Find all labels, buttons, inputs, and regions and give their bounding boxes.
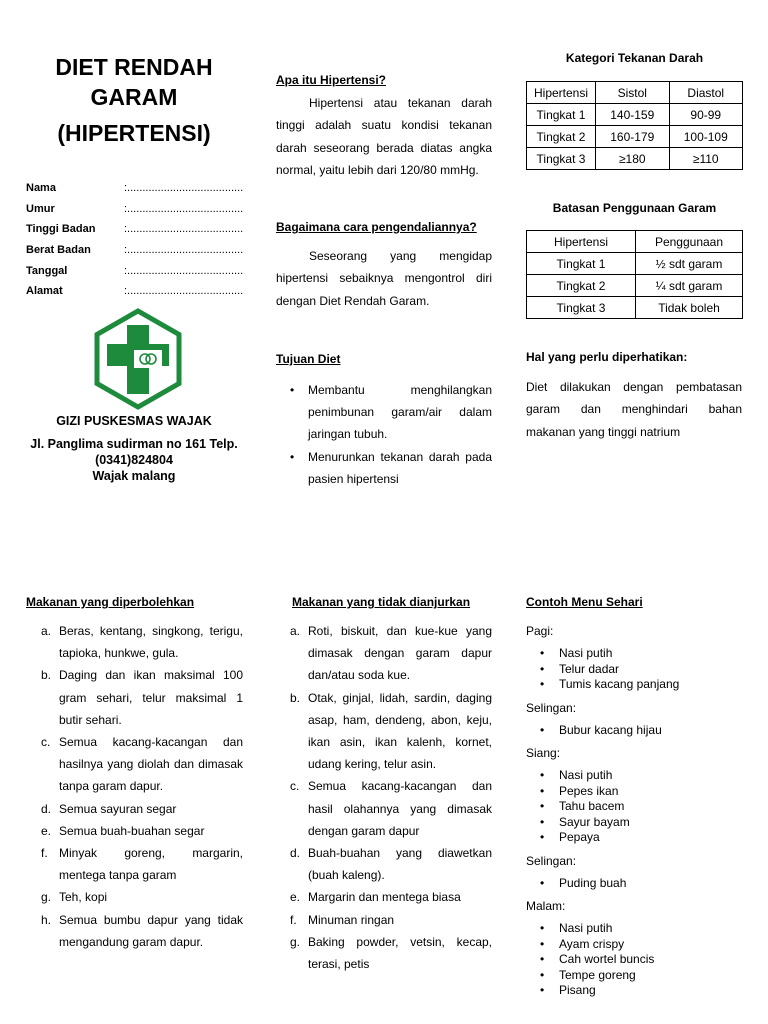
list-item-text: Minuman ringan (308, 912, 395, 927)
list-item (25, 664, 243, 731)
bullet-icon: • (540, 830, 545, 844)
bullet-icon: • (290, 449, 295, 464)
organization-info (16, 413, 252, 484)
list-item-text: Pisang (559, 983, 596, 997)
meal-label-selingan: Selingan: (526, 700, 577, 715)
meal-label-pagi: Pagi: (526, 624, 554, 638)
table-header-cell: Diastol (669, 82, 743, 104)
list-item-text: Menurunkan tekanan darah pada pasien hipertensi (308, 449, 492, 486)
list-item (25, 820, 243, 842)
table-row (527, 275, 743, 297)
heading-tujuan-diet: Tujuan Diet (276, 352, 341, 366)
list-item-text: Pepes ikan (559, 783, 619, 798)
title-line-2: GARAM (90, 84, 178, 110)
list-item (274, 620, 492, 687)
address-line-1: Jl. Panglima sudirman no 161 Telp. (30, 437, 238, 451)
list-item (274, 931, 492, 975)
list-item (276, 446, 492, 490)
table-header-cell: Hipertensi (527, 82, 596, 104)
table-cell: Tidak boleh (636, 297, 743, 319)
table-row (527, 148, 743, 170)
list-item (526, 815, 756, 831)
heading-apa-itu-hipertensi: Apa itu Hipertensi? (276, 73, 387, 87)
form-blank[interactable]: :...................................... (124, 264, 244, 277)
list-item-text: Tahu bacem (559, 799, 625, 813)
table-header-row (527, 231, 743, 253)
bullet-icon: • (540, 936, 545, 951)
list-item (274, 909, 492, 931)
kategori-table-caption: Kategori Tekanan Darah (565, 51, 704, 65)
table-cell: 140-159 (596, 104, 670, 126)
table-cell: Tingkat 1 (527, 104, 596, 126)
heading-hal-diperhatikan: Hal yang perlu diperhatikan: (526, 350, 688, 364)
table-cell: ¼ sdt garam (636, 275, 743, 297)
list-item (526, 830, 756, 846)
list-item-text: Beras, kentang, singkong, terigu, tapioka, hunkwe, gula. (59, 624, 243, 661)
table-cell: Tingkat 2 (527, 275, 636, 297)
kategori-table (526, 81, 743, 170)
list-item (526, 921, 756, 937)
list-marker: c. (290, 779, 300, 794)
list-marker: e. (290, 890, 301, 905)
list-item-text: Pepaya (559, 830, 600, 844)
table-row (527, 297, 743, 319)
form-label: Nama (26, 182, 56, 194)
heading-makanan-diperbolehkan: Makanan yang diperbolehkan (26, 595, 195, 609)
list-item (25, 731, 243, 798)
form-row-tinggi-badan (26, 223, 256, 244)
list-item (526, 799, 756, 815)
bullet-icon: • (540, 814, 545, 829)
table-row (527, 126, 743, 148)
list-marker: c. (41, 735, 51, 750)
list-marker: f. (290, 912, 297, 927)
form-row-alamat (26, 285, 256, 306)
list-item-text: Semua kacang-kacangan dan hasilnya yang diolah dan dimasak tanpa garam dapur. (59, 735, 243, 794)
patient-form (26, 182, 256, 306)
list-item-text: Minyak goreng, margarin, mentega tanpa garam (59, 846, 243, 883)
form-label: Berat Badan (26, 244, 91, 257)
list-item (526, 646, 756, 662)
meal-list-malam (526, 921, 756, 999)
form-row-umur (26, 203, 256, 224)
form-label: Tanggal (26, 264, 68, 277)
bullet-icon: • (540, 768, 545, 782)
organization-name: GIZI PUSKESMAS WAJAK (56, 414, 212, 428)
list-item (25, 798, 243, 820)
bullet-icon: • (540, 875, 545, 890)
batasan-table-caption: Batasan Penggunaan Garam (552, 201, 717, 215)
list-item (274, 886, 492, 908)
table-cell: Tingkat 3 (527, 148, 596, 170)
form-label: Alamat (26, 285, 63, 298)
form-blank[interactable]: :...................................... (124, 182, 244, 194)
bullet-icon: • (540, 952, 545, 966)
list-item (526, 677, 756, 693)
title-line-1: DIET RENDAH (55, 54, 213, 80)
list-item-text: Otak, ginjal, lidah, sardin, daging asap, ham, dendeng, abon, keju, ikan asin, ikan kalenh, kornet, udang kering, telur asin. (308, 690, 492, 772)
list-item-text: Cah wortel buncis (559, 952, 655, 966)
meal-list-selingan (526, 723, 756, 739)
list-item-text: Semua bumbu dapur yang tidak mengandung garam dapur. (59, 912, 243, 949)
list-item (526, 768, 756, 784)
bullet-icon: • (540, 983, 545, 997)
bullet-icon: • (540, 677, 545, 691)
list-item-text: Puding buah (559, 875, 627, 890)
list-item (526, 662, 756, 678)
bullet-icon: • (540, 722, 545, 737)
list-item (526, 983, 756, 999)
list-item (25, 909, 243, 953)
list-item (274, 775, 492, 842)
list-marker: g. (290, 934, 301, 949)
table-cell: 90-99 (669, 104, 743, 126)
meal-label-siang: Siang: (526, 746, 561, 760)
tujuan-list (276, 379, 492, 490)
puskesmas-logo-icon (93, 308, 183, 410)
list-item-text: Semua kacang-kacangan dan hasil olahannya yang dimasak dengan garam dapur (308, 779, 492, 838)
address-line-3: Wajak malang (92, 469, 176, 483)
list-item (25, 842, 243, 886)
bullet-icon: • (540, 783, 545, 798)
brochure-title (20, 52, 248, 148)
meal-list-siang (526, 768, 756, 846)
table-cell: Tingkat 1 (527, 253, 636, 275)
bullet-icon: • (540, 799, 545, 813)
list-marker: d. (290, 846, 301, 861)
bullet-icon: • (540, 646, 545, 660)
heading-pengendalian: Bagaimana cara pengendaliannya? (276, 220, 477, 234)
list-marker: e. (41, 823, 52, 838)
list-marker: f. (41, 846, 48, 861)
tidak-dianjurkan-list (274, 620, 492, 975)
list-item-text: Daging dan ikan maksimal 100 gram sehari, telur maksimal 1 butir sehari. (59, 668, 243, 727)
bullet-icon: • (540, 661, 545, 676)
address-line-2: (0341)824804 (95, 453, 173, 467)
list-item (526, 876, 756, 892)
form-label: Umur (26, 202, 55, 215)
form-blank[interactable]: :...................................... (124, 244, 244, 257)
bullet-icon: • (290, 383, 295, 397)
form-blank[interactable]: :...................................... (124, 285, 244, 298)
list-item (25, 886, 243, 908)
form-blank[interactable]: :...................................... (124, 202, 244, 215)
list-item (274, 842, 492, 886)
table-header-cell: Hipertensi (527, 231, 636, 253)
meal-list-pagi (526, 646, 756, 693)
table-row (527, 104, 743, 126)
list-marker: h. (41, 912, 52, 927)
table-row (527, 253, 743, 275)
list-marker: b. (290, 690, 301, 705)
form-blank[interactable]: :...................................... (124, 223, 244, 236)
heading-makanan-tidak-dianjurkan: Makanan yang tidak dianjurkan (292, 595, 471, 609)
table-header-cell: Penggunaan (636, 231, 743, 253)
list-item (274, 687, 492, 776)
list-item-text: Roti, biskuit, dan kue-kue yang dimasak dengan garam dapur dan/atau soda kue. (308, 624, 492, 683)
form-row-nama (26, 182, 256, 203)
list-item (276, 379, 492, 446)
list-item-text: Tempe goreng (559, 967, 636, 982)
list-item-text: Bubur kacang hijau (559, 722, 662, 737)
list-item (526, 952, 756, 968)
table-header-cell: Sistol (596, 82, 670, 104)
list-item-text: Sayur bayam (559, 814, 630, 829)
batasan-table (526, 230, 743, 319)
list-item-text: Nasi putih (559, 921, 613, 935)
list-item (526, 784, 756, 800)
list-item-text: Tumis kacang panjang (559, 677, 680, 691)
list-marker: d. (41, 801, 52, 816)
list-item (526, 968, 756, 984)
list-item (526, 937, 756, 953)
list-item-text: Teh, kopi (59, 890, 108, 905)
table-cell: 160-179 (596, 126, 670, 148)
list-marker: g. (41, 890, 52, 905)
table-cell: ≥110 (669, 148, 743, 170)
list-item-text: Nasi putih (559, 768, 613, 782)
title-line-3: (HIPERTENSI) (57, 120, 211, 146)
list-item-text: Baking powder, vetsin, kecap, terasi, petis (308, 934, 492, 972)
table-cell: ½ sdt garam (636, 253, 743, 275)
bullet-icon: • (540, 967, 545, 982)
form-label: Tinggi Badan (26, 223, 96, 236)
list-item-text: Ayam crispy (559, 936, 625, 951)
diperbolehkan-list (25, 620, 243, 953)
list-item-text: Semua sayuran segar (59, 801, 177, 816)
meal-label-selingan-2: Selingan: (526, 853, 577, 868)
perhatian-text: Diet dilakukan dengan pembatasan garam dan menghindari bahan makanan yang tinggi natrium (526, 380, 742, 439)
table-header-row (527, 82, 743, 104)
pengendalian-text: Seseorang yang mengidap hipertensi sebaiknya mengontrol diri dengan Diet Rendah Garam. (276, 249, 492, 308)
heading-contoh-menu: Contoh Menu Sehari (526, 595, 643, 609)
table-cell: Tingkat 2 (527, 126, 596, 148)
list-marker: a. (290, 624, 301, 638)
list-item-text: Semua buah-buahan segar (59, 823, 205, 838)
table-cell: 100-109 (669, 126, 743, 148)
form-row-berat-badan (26, 244, 256, 265)
list-item-text: Buah-buahan yang diawetkan (buah kaleng). (308, 846, 492, 883)
list-item-text: Margarin dan mentega biasa (308, 890, 461, 905)
list-item (25, 620, 243, 664)
list-item-text: Membantu menghilangkan penimbunan garam/air dalam jaringan tubuh. (308, 383, 492, 442)
form-row-tanggal (26, 265, 256, 286)
table-cell: Tingkat 3 (527, 297, 636, 319)
table-cell: ≥180 (596, 148, 670, 170)
list-marker: b. (41, 668, 52, 683)
hipertensi-definition: Hipertensi atau tekanan darah tinggi adalah suatu kondisi tekanan darah seseorang berada diatas angka normal, yaitu lebih dari 120/80 mmHg. (276, 96, 492, 177)
bullet-icon: • (540, 921, 545, 935)
list-item-text: Telur dadar (559, 661, 620, 676)
list-item-text: Nasi putih (559, 646, 613, 660)
meal-list-selingan-2 (526, 876, 756, 892)
menu-section (526, 622, 756, 1005)
list-item (526, 723, 756, 739)
meal-label-malam: Malam: (526, 899, 566, 913)
list-marker: a. (41, 624, 52, 638)
